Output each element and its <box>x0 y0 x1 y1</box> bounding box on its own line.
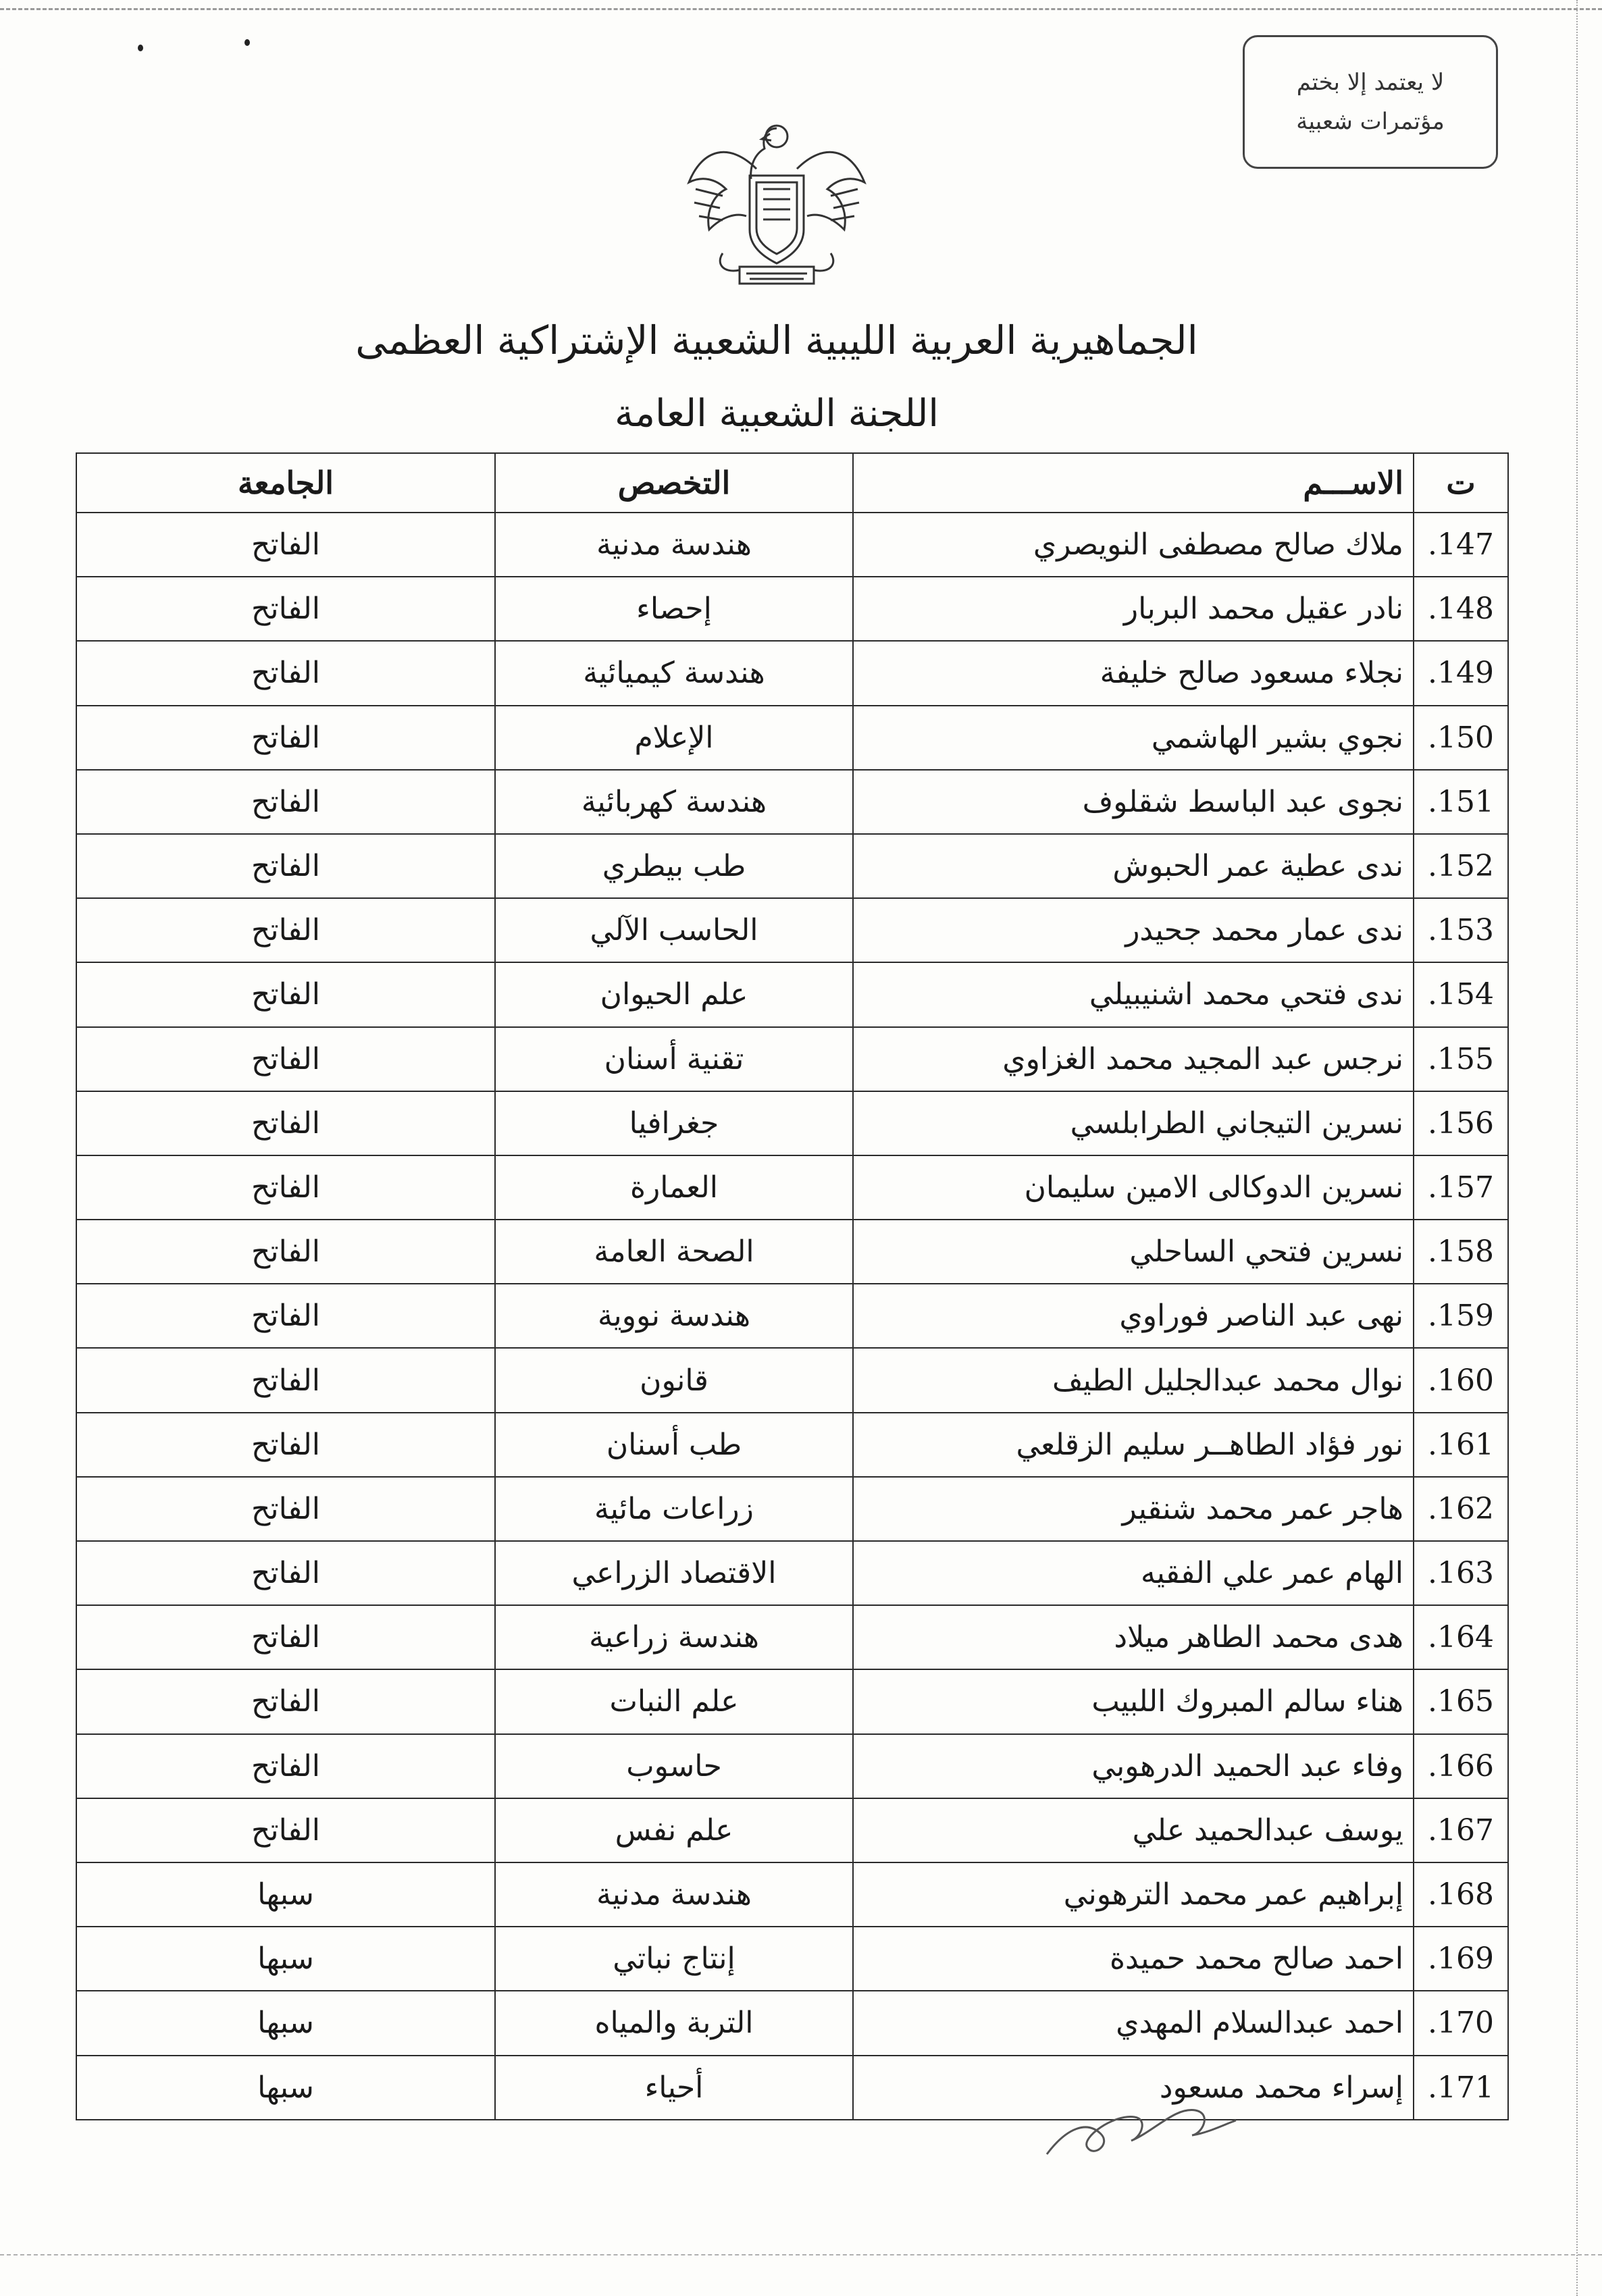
row-name: نوال محمد عبدالجليل الطيف <box>853 1348 1414 1412</box>
table-row <box>76 1348 1508 1412</box>
row-name: ندى عطية عمر الحبوش <box>853 834 1414 898</box>
table-row <box>76 898 1508 962</box>
scan-speck <box>244 39 250 46</box>
row-specialty: زراعات مائية <box>495 1477 853 1541</box>
row-university: الفاتح <box>76 1798 495 1862</box>
row-university: سبها <box>76 1927 495 1991</box>
row-name: هناء سالم المبروك اللبيب <box>853 1669 1414 1733</box>
table-row <box>76 834 1508 898</box>
row-specialty: قانون <box>495 1348 853 1412</box>
table-row <box>76 2056 1508 2120</box>
table-row <box>76 1413 1508 1477</box>
row-number: 168. <box>1414 1862 1508 1927</box>
row-university: الفاتح <box>76 834 495 898</box>
row-specialty: طب بيطري <box>495 834 853 898</box>
scan-edge-top <box>0 8 1602 10</box>
scan-speck <box>138 45 143 51</box>
row-specialty: علم النبات <box>495 1669 853 1733</box>
row-name: احمد عبدالسلام المهدي <box>853 1991 1414 2055</box>
table-row <box>76 641 1508 705</box>
row-number: 167. <box>1414 1798 1508 1862</box>
header-num: ت <box>1414 453 1508 513</box>
row-number: 159. <box>1414 1284 1508 1348</box>
row-number: 166. <box>1414 1734 1508 1798</box>
header-university: الجامعة <box>76 453 495 513</box>
table-row <box>76 1477 1508 1541</box>
row-name: ملاك صالح مصطفى النويصري <box>853 513 1414 577</box>
row-name: نهى عبد الناصر فوراوي <box>853 1284 1414 1348</box>
row-specialty: الحاسب الآلي <box>495 898 853 962</box>
row-specialty: هندسة كهربائية <box>495 770 853 834</box>
row-number: 156. <box>1414 1091 1508 1155</box>
stamp <box>1243 35 1498 169</box>
row-number: 153. <box>1414 898 1508 962</box>
eagle-emblem-icon <box>675 101 878 297</box>
row-specialty: التربة والمياه <box>495 1991 853 2055</box>
table-row <box>76 770 1508 834</box>
row-university: الفاتح <box>76 1413 495 1477</box>
row-university: الفاتح <box>76 1091 495 1155</box>
row-university: الفاتح <box>76 770 495 834</box>
header-specialty: التخصص <box>495 453 853 513</box>
row-specialty: الاقتصاد الزراعي <box>495 1541 853 1605</box>
row-university: الفاتح <box>76 706 495 770</box>
header-committee-name: اللجنة الشعبية العامة <box>615 392 939 436</box>
row-university: الفاتح <box>76 1027 495 1091</box>
row-number: 158. <box>1414 1220 1508 1284</box>
row-number: 171. <box>1414 2056 1508 2120</box>
table-row <box>76 1862 1508 1927</box>
table-row <box>76 1284 1508 1348</box>
row-university: الفاتح <box>76 1348 495 1412</box>
row-number: 155. <box>1414 1027 1508 1091</box>
row-specialty: إحصاء <box>495 577 853 641</box>
row-university: الفاتح <box>76 1541 495 1605</box>
table-row <box>76 1669 1508 1733</box>
row-specialty: العمارة <box>495 1155 853 1220</box>
row-number: 150. <box>1414 706 1508 770</box>
row-specialty: هندسة نووية <box>495 1284 853 1348</box>
row-specialty: حاسوب <box>495 1734 853 1798</box>
header-name: الاســـم <box>853 453 1414 513</box>
row-university: الفاتح <box>76 898 495 962</box>
row-university: الفاتح <box>76 1669 495 1733</box>
table-row <box>76 1091 1508 1155</box>
row-name: نرجس عبد المجيد محمد الغزاوي <box>853 1027 1414 1091</box>
row-name: الهام عمر علي الفقيه <box>853 1541 1414 1605</box>
row-specialty: علم نفس <box>495 1798 853 1862</box>
row-university: الفاتح <box>76 577 495 641</box>
table-row <box>76 1027 1508 1091</box>
row-name: ندى فتحي محمد اشنيبيلي <box>853 962 1414 1026</box>
stamp-line-2: مؤتمرات شعبية <box>1296 108 1445 135</box>
row-university: الفاتح <box>76 962 495 1026</box>
row-university: الفاتح <box>76 1734 495 1798</box>
table-row <box>76 962 1508 1026</box>
row-specialty: تقنية أسنان <box>495 1027 853 1091</box>
row-name: نسرين الدوكالى الامين سليمان <box>853 1155 1414 1220</box>
stamp-line-1: لا يعتمد إلا بختم <box>1296 69 1445 96</box>
row-specialty: الصحة العامة <box>495 1220 853 1284</box>
students-table <box>76 452 1509 2120</box>
row-number: 157. <box>1414 1155 1508 1220</box>
table-row <box>76 1541 1508 1605</box>
row-specialty: جغرافيا <box>495 1091 853 1155</box>
table-row <box>76 577 1508 641</box>
row-name: نجوي بشير الهاشمي <box>853 706 1414 770</box>
row-number: 160. <box>1414 1348 1508 1412</box>
row-number: 147. <box>1414 513 1508 577</box>
header-state-name: الجماهيرية العربية الليبية الشعبية الإشتراكية العظمى <box>355 317 1198 363</box>
row-number: 169. <box>1414 1927 1508 1991</box>
table-body <box>76 513 1508 2120</box>
table-row <box>76 1155 1508 1220</box>
table-row <box>76 1798 1508 1862</box>
row-number: 154. <box>1414 962 1508 1026</box>
row-university: سبها <box>76 1862 495 1927</box>
row-specialty: علم الحيوان <box>495 962 853 1026</box>
row-university: الفاتح <box>76 1220 495 1284</box>
row-university: الفاتح <box>76 641 495 705</box>
row-name: نسرين التيجاني الطرابلسي <box>853 1091 1414 1155</box>
row-specialty: هندسة كيميائية <box>495 641 853 705</box>
row-specialty: هندسة مدنية <box>495 1862 853 1927</box>
row-number: 161. <box>1414 1413 1508 1477</box>
row-number: 165. <box>1414 1669 1508 1733</box>
row-number: 163. <box>1414 1541 1508 1605</box>
row-university: الفاتح <box>76 1477 495 1541</box>
row-name: نسرين فتحي الساحلي <box>853 1220 1414 1284</box>
row-name: هدى محمد الطاهر ميلاد <box>853 1605 1414 1669</box>
table-row <box>76 1734 1508 1798</box>
table-row <box>76 1927 1508 1991</box>
row-university: سبها <box>76 2056 495 2120</box>
table-row <box>76 1605 1508 1669</box>
table-row <box>76 1220 1508 1284</box>
row-name: إسراء محمد مسعود <box>853 2056 1414 2120</box>
row-name: ندى عمار محمد جحيدر <box>853 898 1414 962</box>
row-specialty: طب أسنان <box>495 1413 853 1477</box>
row-number: 170. <box>1414 1991 1508 2055</box>
signature-scribble <box>1040 2080 1243 2168</box>
row-university: الفاتح <box>76 513 495 577</box>
row-specialty: هندسة مدنية <box>495 513 853 577</box>
row-specialty: الإعلام <box>495 706 853 770</box>
row-number: 149. <box>1414 641 1508 705</box>
scan-edge-bottom <box>0 2254 1602 2255</box>
row-university: الفاتح <box>76 1605 495 1669</box>
row-number: 162. <box>1414 1477 1508 1541</box>
row-specialty: إنتاج نباتي <box>495 1927 853 1991</box>
row-university: الفاتح <box>76 1155 495 1220</box>
row-name: احمد صالح محمد حميدة <box>853 1927 1414 1991</box>
row-number: 151. <box>1414 770 1508 834</box>
row-name: نادر عقيل محمد البربار <box>853 577 1414 641</box>
table-header-row <box>76 453 1508 513</box>
row-university: سبها <box>76 1991 495 2055</box>
row-number: 152. <box>1414 834 1508 898</box>
row-specialty: هندسة زراعية <box>495 1605 853 1669</box>
row-name: نور فؤاد الطاهــر سليم الزقلعي <box>853 1413 1414 1477</box>
row-name: نجلاء مسعود صالح خليفة <box>853 641 1414 705</box>
table-row <box>76 706 1508 770</box>
row-name: إبراهيم عمر محمد الترهوني <box>853 1862 1414 1927</box>
row-number: 164. <box>1414 1605 1508 1669</box>
table-row <box>76 513 1508 577</box>
row-name: هاجر عمر محمد شنقير <box>853 1477 1414 1541</box>
table-row <box>76 1991 1508 2055</box>
row-number: 148. <box>1414 577 1508 641</box>
row-specialty: أحياء <box>495 2056 853 2120</box>
scan-edge-right <box>1576 0 1578 2296</box>
row-name: وفاء عبد الحميد الدرهوبي <box>853 1734 1414 1798</box>
row-name: نجوى عبد الباسط شقلوف <box>853 770 1414 834</box>
row-university: الفاتح <box>76 1284 495 1348</box>
row-name: يوسف عبدالحميد علي <box>853 1798 1414 1862</box>
